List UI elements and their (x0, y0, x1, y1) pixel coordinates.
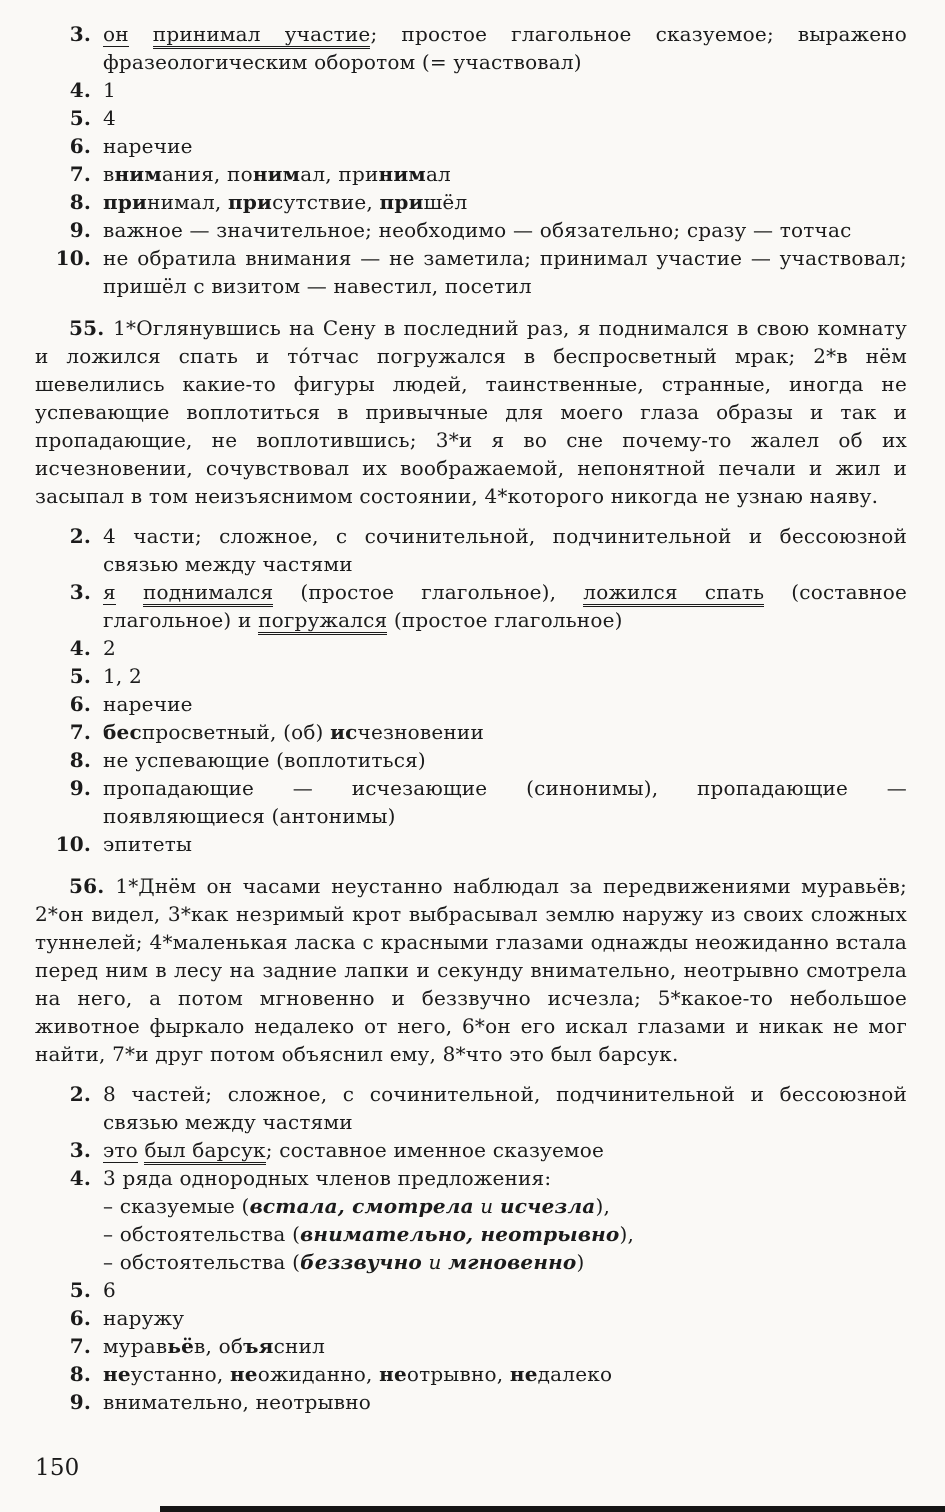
item-text: 2 (103, 636, 116, 660)
dash-subitem: – обстоятельства (беззвучно и мгновенно) (103, 1250, 585, 1274)
list-item (35, 1304, 907, 1332)
item-number: 5. (69, 106, 91, 130)
list-item (35, 160, 907, 188)
list-item (35, 1360, 907, 1388)
item-text: я поднимался (простое глагольное), ложился спать (составное глагольное) и погружался (простое глагольное) (103, 580, 907, 635)
list-item (35, 634, 907, 662)
item-text: наружу (103, 1306, 185, 1330)
item-number: 9. (69, 218, 91, 242)
item-number: 4. (69, 636, 91, 660)
list-item (35, 578, 907, 634)
item-text: принимал, присутствие, пришёл (103, 190, 468, 214)
item-text: эпитеты (103, 832, 193, 856)
item-number: 3. (69, 22, 91, 46)
item-number: 7. (69, 162, 91, 186)
item-number: 7. (69, 1334, 91, 1358)
dash-subitem: – обстоятельства (внимательно, неотрывно), (103, 1222, 635, 1246)
item-number: 8. (69, 1362, 91, 1386)
scan-edge-artifact (160, 1506, 945, 1512)
item-text: беспросветный, (об) исчезновении (103, 720, 484, 744)
item-text: наречие (103, 692, 193, 716)
list-item (35, 830, 907, 858)
item-text: пропадающие — исчезающие (синонимы), пропадающие — появляющиеся (антонимы) (103, 776, 907, 828)
exercise-55-paragraph: 55. 1*Оглянувшись на Сену в последний раз, я поднимался в свою комнату и ложился спать и то́тчас погружался в беспросветный мрак; 2*в нём шевелились какие-то фигуры людей, таинственные, странные, иногда не успевающие воплотиться в привычные для моего глаза образы и так и пропадающие, не воплотившись; 3*и я во сне почему-то жалел об их исчезновении, сочувствовал их воображаемой, непонятной печали и жил и засыпал в том неизъяснимом состоянии, 4*которого никогда не узнаю наяву. (35, 316, 907, 508)
item-text: внимательно, неотрывно (103, 1390, 372, 1414)
item-text: это был барсук; составное именное сказуемое (103, 1138, 604, 1165)
item-text: важное — значительное; необходимо — обязательно; сразу — тотчас (103, 218, 852, 242)
list-item (35, 774, 907, 830)
item-text: 1 (103, 78, 116, 102)
item-number: 5. (69, 1278, 91, 1302)
item-text: он принимал участие; простое глагольное сказуемое; выражено фразеологическим оборотом (= участвовал) (103, 22, 908, 74)
item-text: внимания, понимал, принимал (103, 162, 451, 186)
item-number: 9. (69, 1390, 91, 1414)
list-item (35, 1136, 907, 1164)
item-number: 10. (55, 832, 91, 856)
list-item (35, 244, 907, 300)
item-number: 6. (69, 134, 91, 158)
top-answer-list (35, 20, 907, 300)
list-item (35, 1388, 907, 1416)
list-item (35, 690, 907, 718)
page-number: 150 (35, 1455, 80, 1481)
list-item (35, 216, 907, 244)
item-text: не успевающие (воплотиться) (103, 748, 426, 772)
exercise-55-answers (35, 522, 907, 858)
item-text: наречие (103, 134, 193, 158)
list-item (35, 522, 907, 578)
item-number: 6. (69, 692, 91, 716)
dash-subitem: – сказуемые (встала, смотрела и исчезла), (103, 1194, 611, 1218)
list-item (35, 132, 907, 160)
list-item (35, 718, 907, 746)
item-number: 6. (69, 1306, 91, 1330)
item-number: 8. (69, 190, 91, 214)
item-text: неустанно, неожиданно, неотрывно, недалеко (103, 1362, 613, 1386)
list-item (35, 104, 907, 132)
item-number: 8. (69, 748, 91, 772)
list-item (35, 662, 907, 690)
exercise-56-answers (35, 1080, 907, 1416)
item-number: 2. (69, 524, 91, 548)
list-item (35, 1276, 907, 1304)
list-item (35, 20, 907, 76)
item-number: 7. (69, 720, 91, 744)
item-number: 2. (69, 1082, 91, 1106)
item-number: 4. (69, 78, 91, 102)
item-text: 4 (103, 106, 116, 130)
item-number: 4. (69, 1166, 91, 1190)
list-item (35, 1332, 907, 1360)
item-number: 3. (69, 1138, 91, 1162)
list-item (35, 188, 907, 216)
item-number: 9. (69, 776, 91, 800)
item-text: 4 части; сложное, с сочинительной, подчинительной и бессоюзной связью между частями (103, 524, 907, 576)
item-text: 8 частей; сложное, с сочинительной, подчинительной и бессоюзной связью между частями (103, 1082, 907, 1134)
item-text: 1, 2 (103, 664, 142, 688)
list-item (35, 1080, 907, 1136)
item-number: 3. (69, 580, 91, 604)
list-item (35, 746, 907, 774)
item-text: 6 (103, 1278, 116, 1302)
list-item (35, 1164, 907, 1276)
exercise-56-paragraph: 56. 1*Днём он часами неустанно наблюдал за передвижениями муравьёв; 2*он видел, 3*как незримый крот выбрасывал землю наружу из своих сложных туннелей; 4*маленькая ласка с красными глазами однажды неожиданно встала перед ним в лесу на задние лапки и секунду внимательно, неотрывно смотрела на него, а потом мгновенно и беззвучно исчезла; 5*какое-то небольшое животное фыркало недалеко от него, 6*он его искал глазами и никак не мог найти, 7*и друг потом объяснил ему, 8*что это был барсук. (35, 874, 907, 1066)
item-text: не обратила внимания — не заметила; принимал участие — участвовал; пришёл с визитом — навестил, посетил (103, 246, 907, 298)
item-number: 10. (55, 246, 91, 270)
item-text: муравьёв, объяснил (103, 1334, 325, 1358)
list-item (35, 76, 907, 104)
item-number: 5. (69, 664, 91, 688)
item-text: 3 ряда однородных членов предложения: (103, 1166, 552, 1190)
